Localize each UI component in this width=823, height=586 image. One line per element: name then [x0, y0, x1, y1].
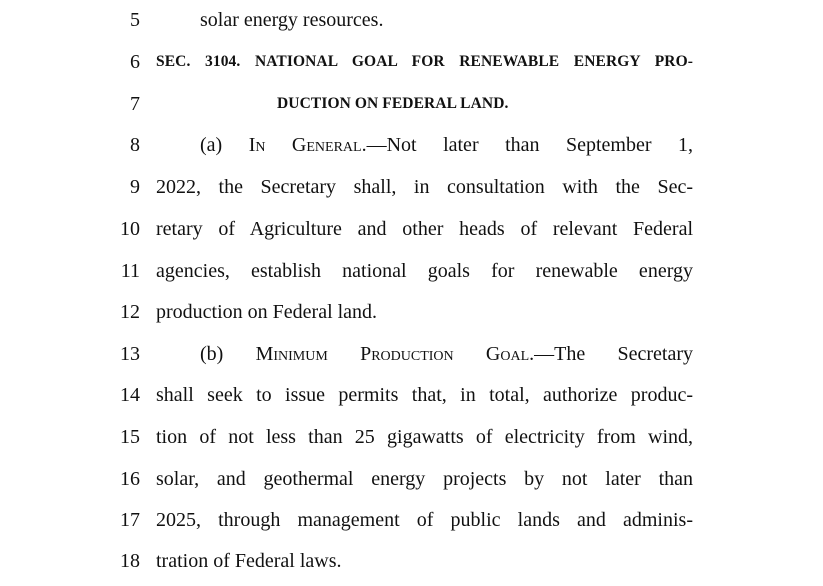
text-line — [0, 297, 823, 327]
text-line — [0, 172, 823, 202]
subsection-line — [0, 339, 823, 369]
line-number: 5 — [130, 9, 140, 31]
line-number: 11 — [120, 260, 140, 282]
subsection-heading — [200, 130, 693, 160]
text-line — [0, 505, 823, 535]
subsection-line — [0, 130, 823, 160]
line-number: 14 — [120, 384, 140, 406]
line-number: 10 — [120, 218, 140, 240]
line-text: 2025, through management of public lands and adminis- — [156, 509, 693, 531]
text-line — [0, 5, 823, 35]
section-heading: SEC. 3104. NATIONAL GOAL FOR RENEWABLE ENERGY PRO- — [156, 53, 693, 70]
line-text: 2022, the Secretary shall, in consultation with the Sec- — [156, 176, 693, 198]
subsection-label: (b) — [200, 343, 256, 365]
subsection-title: In General — [248, 134, 362, 156]
subsection-heading — [200, 339, 693, 369]
text-line — [0, 214, 823, 244]
text-line — [0, 464, 823, 494]
line-number: 8 — [130, 134, 140, 156]
subsection-text: .—Not later than September 1, — [361, 134, 693, 156]
text-line — [0, 380, 823, 410]
line-text: shall seek to issue permits that, in total, authorize produc- — [156, 384, 693, 406]
section-heading-line — [0, 47, 823, 77]
text-line — [0, 256, 823, 286]
subsection-text: .—The Secretary — [529, 343, 693, 365]
line-number: 6 — [130, 51, 140, 73]
text-line — [0, 422, 823, 452]
line-number: 17 — [120, 509, 140, 531]
line-number: 18 — [120, 550, 140, 572]
line-text: tration of Federal laws. — [156, 550, 342, 572]
line-text: retary of Agriculture and other heads of relevant Federal — [156, 218, 693, 240]
line-text: solar, and geothermal energy projects by not later than — [156, 468, 693, 490]
line-number: 16 — [120, 468, 140, 490]
line-number: 12 — [120, 301, 140, 323]
line-number: 13 — [120, 343, 140, 365]
line-number: 9 — [130, 176, 140, 198]
subsection-label: (a) — [200, 134, 249, 156]
section-heading-line — [0, 89, 823, 119]
text-line — [0, 546, 823, 576]
line-text: tion of not less than 25 gigawatts of electricity from wind, — [156, 426, 693, 448]
section-heading-continuation: DUCTION ON FEDERAL LAND. — [277, 95, 509, 112]
line-text: production on Federal land. — [156, 301, 378, 323]
line-number: 15 — [120, 426, 140, 448]
line-text: solar energy resources. — [200, 9, 384, 31]
subsection-title: Minimum Production Goal — [255, 343, 530, 365]
line-text: agencies, establish national goals for renewable energy — [156, 260, 693, 282]
line-number: 7 — [130, 93, 140, 115]
